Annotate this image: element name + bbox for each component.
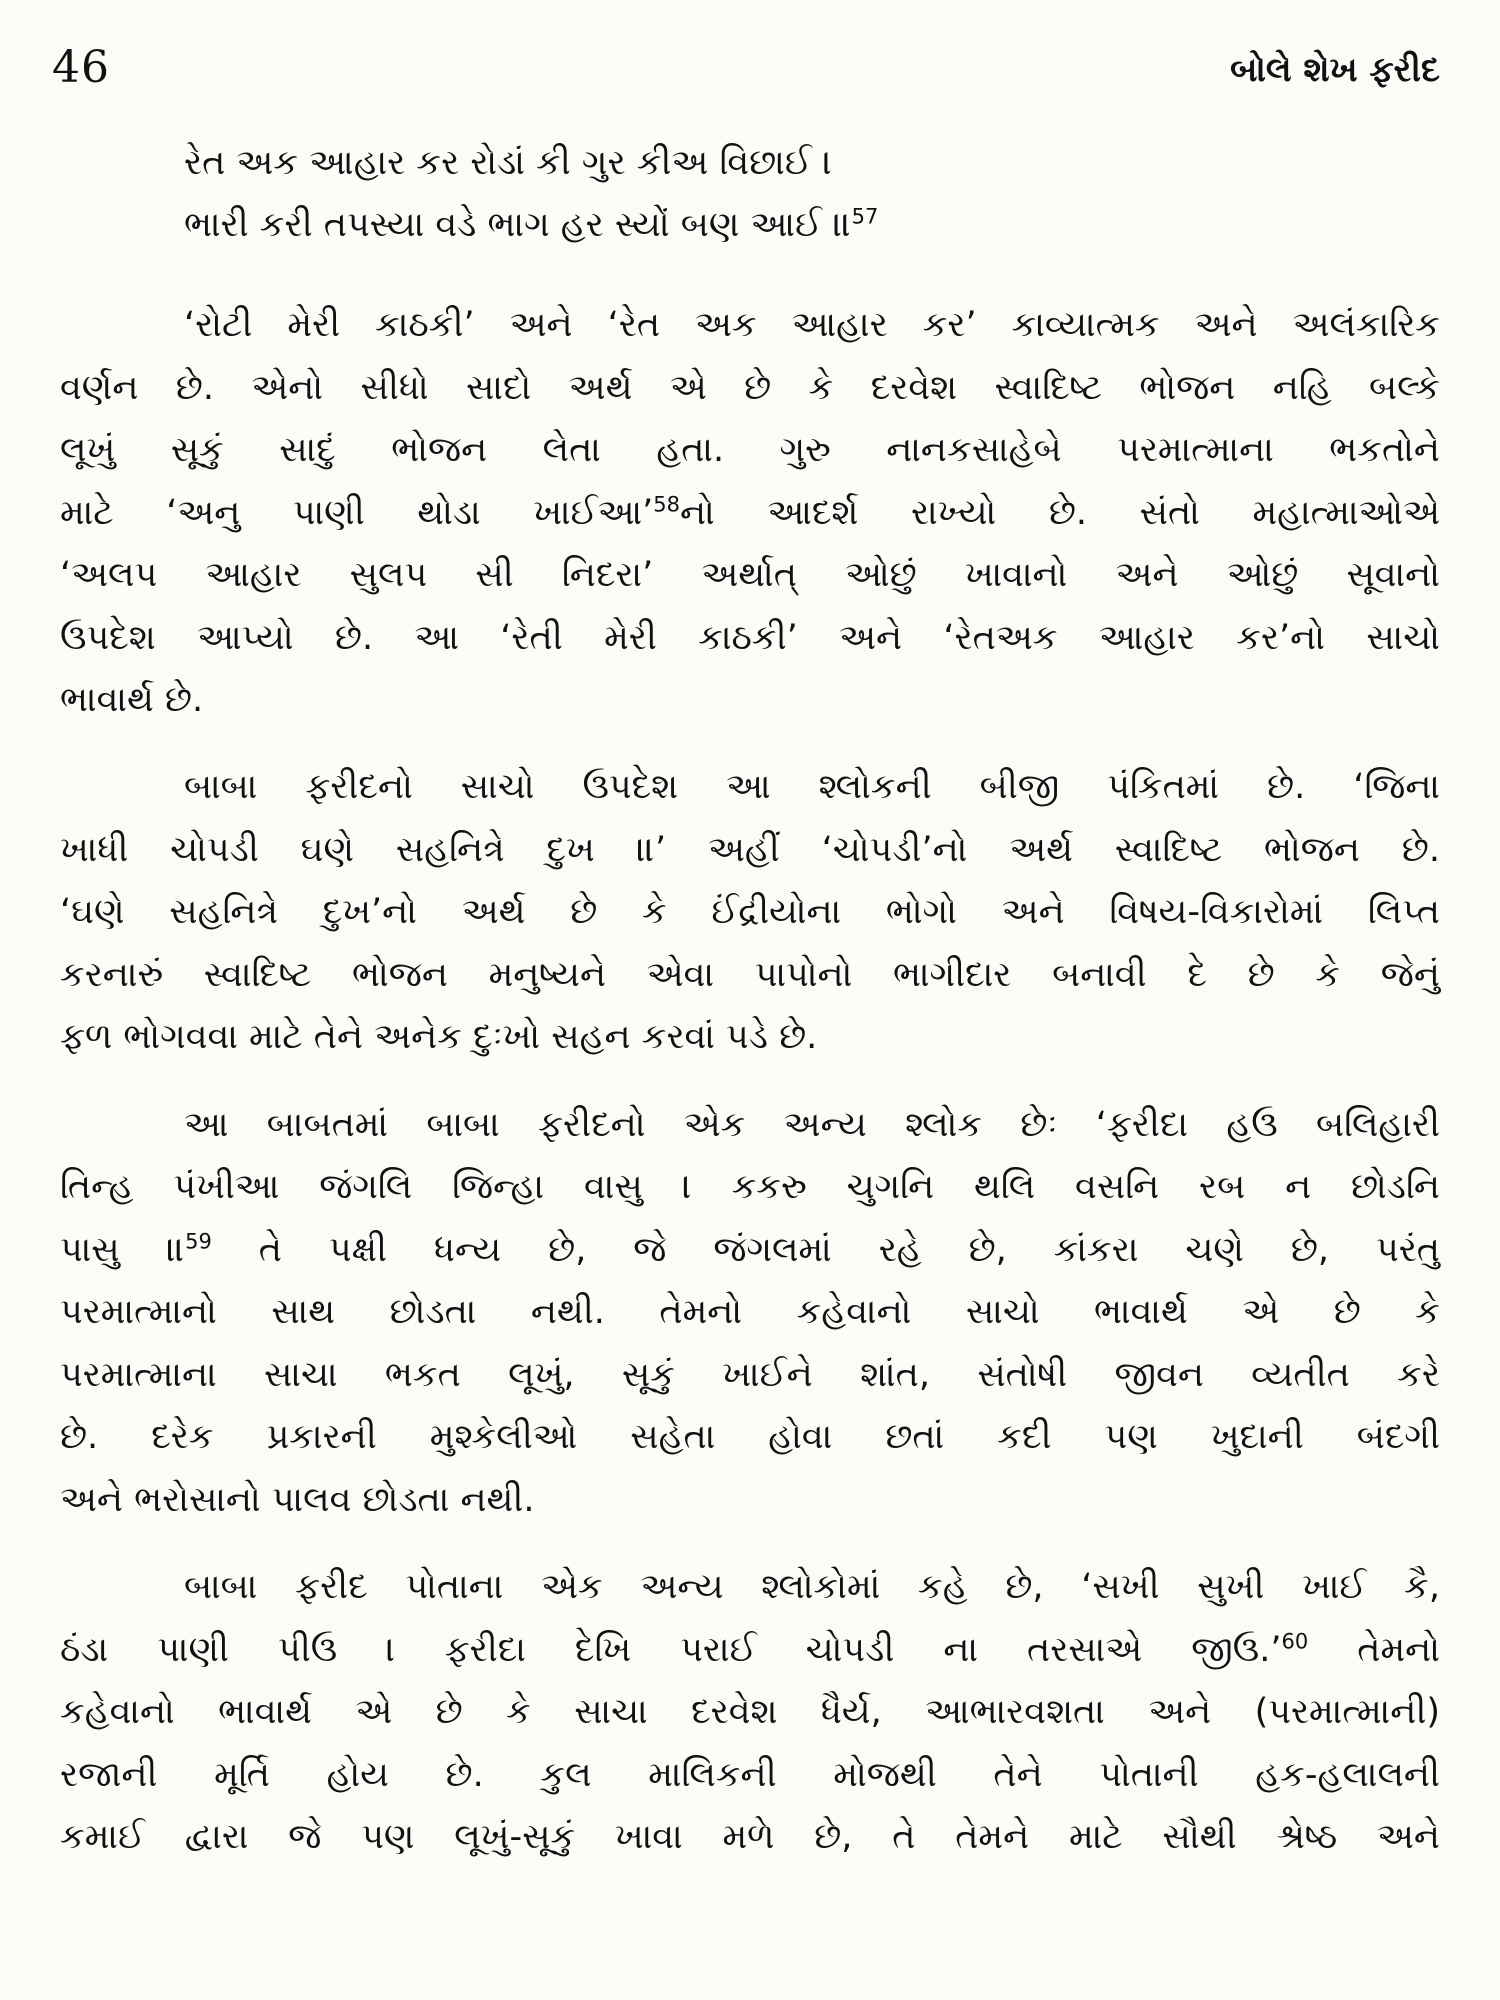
para1-line-4-b: નો આદર્શ રાખ્યો છે. સંતો મહાત્માઓએ: [679, 493, 1440, 533]
page-number: 46: [52, 42, 110, 93]
para2-line-4: કરનારું સ્વાદિષ્ટ ભોજન મનુષ્યને એવા પાપોનો ભાગીદાર બનાવી દે છે કે જેનું: [60, 955, 1440, 995]
para1-line-3: લૂખું સૂકું સાદું ભોજન લેતા હતા. ગુરુ નાનકસાહેબે પરમાત્માના ભકતોને: [60, 430, 1440, 470]
para3-line-4: પરમાત્માનો સાથ છોડતા નથી. તેમનો કહેવાનો સાચો ભાવાર્થ એ છે કે: [60, 1292, 1440, 1332]
para1-line-4-a: માટે ‘અનુ પાણી થોડા ખાઈઆ’: [60, 493, 654, 533]
para4-line-1: બાબા ફરીદ પોતાના એક અન્ય શ્લોકોમાં કહે છે, ‘સખી સુખી ખાઈ કૈ,: [184, 1567, 1440, 1607]
verse-line-2: [184, 200, 878, 250]
verse-line-1: રેત અક આહાર કર રોડાં કી ગુર કીઅ વિછાઈ ।: [184, 143, 833, 183]
footnote-ref-60: 60: [1281, 1629, 1309, 1654]
footnote-ref-58: 58: [653, 492, 680, 517]
para3-line-5: પરમાત્માના સાચા ભકત લૂખું, સૂકું ખાઈને શાંત, સંતોષી જીવન વ્યતીત કરે: [60, 1355, 1440, 1395]
para3-line-3: [60, 1225, 1440, 1275]
para3-line-2: તિન્હ પંખીઆ જંગલિ જિન્હા વાસુ । કકરુ ચુગનિ થલિ વસનિ રબ ન છોડનિ: [60, 1167, 1440, 1207]
para1-line-1: ‘રોટી મેરી કાઠકી’ અને ‘રેત અક આહાર કર’ કાવ્યાત્મક અને અલંકારિક: [184, 305, 1440, 345]
para1-line-4: [60, 488, 1440, 538]
para2-line-2: ખાધી ચોપડી ઘણે સહનિત્રે દુખ ॥’ અહીં ‘ચોપડી’નો અર્થ સ્વાદિષ્ટ ભોજન છે.: [60, 830, 1440, 870]
para4-line-2: [60, 1625, 1440, 1675]
para1-line-5: ‘અલપ આહાર સુલપ સી નિદરા’ અર્થાત્ ઓછું ખાવાનો અને ઓછું સૂવાનો: [60, 555, 1440, 595]
para3-line-6: છે. દરેક પ્રકારની મુશ્કેલીઓ સહેતા હોવા છતાં કદી પણ ખુદાની બંદગી: [60, 1417, 1440, 1457]
para4-line-5: કમાઈ દ્વારા જે પણ લૂખું-સૂકું ખાવા મળે છે, તે તેમને માટે સૌથી શ્રેષ્ઠ અને: [60, 1817, 1440, 1857]
para3-line-3-a: પાસુ ॥: [60, 1230, 186, 1270]
para4-line-4: રજાની મૂર્તિ હોય છે. કુલ માલિકની મોજથી તેને પોતાની હક-હલાલની: [60, 1755, 1440, 1795]
para3-line-3-b: તે પક્ષી ધન્ય છે, જે જંગલમાં રહે છે, કાંકરા ચણે છે, પરંતુ: [211, 1230, 1440, 1270]
para2-line-1: બાબા ફરીદનો સાચો ઉપદેશ આ શ્લોકની બીજી પંકિતમાં છે. ‘જિના: [184, 767, 1440, 807]
para3-line-1: આ બાબતમાં બાબા ફરીદનો એક અન્ય શ્લોક છેઃ ‘ફરીદા હઉ બલિહારી: [184, 1105, 1440, 1145]
footnote-ref-57: 57: [851, 204, 879, 229]
para4-line-3: કહેવાનો ભાવાર્થ એ છે કે સાચા દરવેશ ધૈર્ય, આભારવશતા અને (પરમાત્માની): [60, 1692, 1440, 1732]
para1-line-2: વર્ણન છે. એનો સીધો સાદો અર્થ એ છે કે દરવેશ સ્વાદિષ્ટ ભોજન નહિ બલ્કે: [60, 368, 1440, 408]
para2-line-5: ફળ ભોગવવા માટે તેને અનેક દુઃખો સહન કરવાં પડે છે.: [60, 1017, 818, 1057]
running-title: બોલે શેખ ફરીદ: [1230, 50, 1440, 90]
para1-line-7: ભાવાર્થ છે.: [60, 680, 204, 720]
para4-line-2-a: ઠંડા પાણી પીઉ । ફરીદા દેખિ પરાઈ ચોપડી ના તરસાએ જીઉ.’: [60, 1630, 1282, 1670]
para1-line-6: ઉપદેશ આપ્યો છે. આ ‘રેતી મેરી કાઠકી’ અને ‘રેતઅક આહાર કર’નો સાચો: [60, 618, 1440, 658]
para4-line-2-b: તેમનો: [1308, 1630, 1440, 1670]
verse-line-2-text: ભારી કરી તપસ્યા વડે ભાગ હર સ્યોં બણ આઈ ॥: [184, 205, 852, 245]
para3-line-7: અને ભરોસાનો પાલવ છોડતા નથી.: [60, 1480, 535, 1520]
footnote-ref-59: 59: [185, 1229, 212, 1254]
para2-line-3: ‘ઘણે સહનિત્રે દુખ’નો અર્થ છે કે ઈંદ્રીયોના ભોગો અને વિષય-વિકારોમાં લિપ્ત: [60, 892, 1440, 932]
